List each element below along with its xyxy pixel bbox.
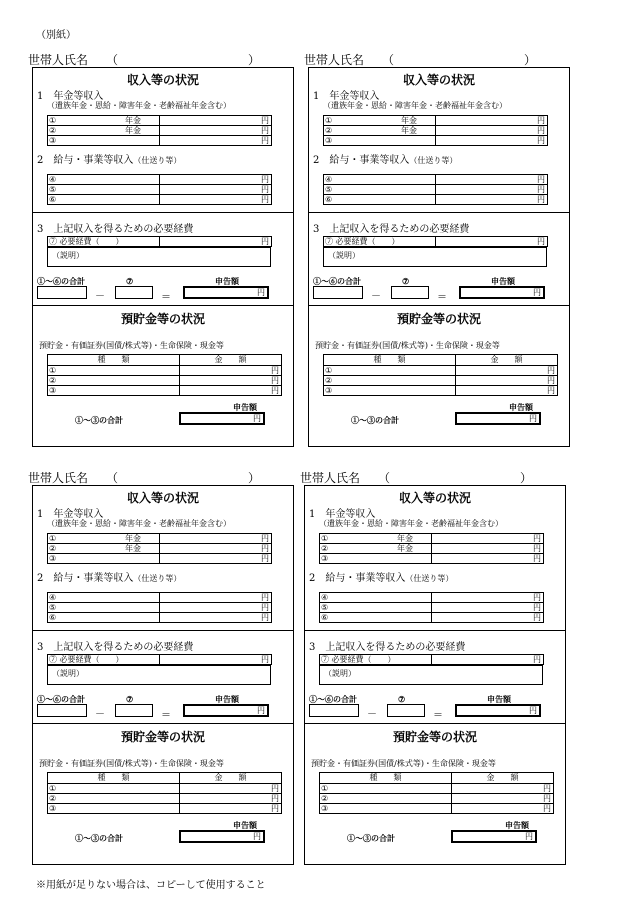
declared-label: 申告額 (505, 820, 529, 830)
savings-amount-cell[interactable]: 円 (456, 366, 558, 376)
divider (305, 630, 565, 631)
pension-amount-cell[interactable]: 円 (160, 534, 272, 544)
form-frame (304, 485, 566, 865)
salary-table (47, 174, 272, 205)
savings-amount-cell[interactable]: 円 (180, 784, 282, 794)
pension-heading: 1 年金等収入 (37, 91, 104, 102)
savings-amount-cell[interactable]: 円 (452, 794, 554, 804)
expense-7-input[interactable] (115, 704, 153, 717)
table-row: ② 円 (324, 376, 558, 386)
pension-amount-cell[interactable]: 円 (432, 544, 544, 554)
divider (33, 212, 293, 213)
attachment-note: （別紙） (36, 30, 76, 41)
pension-amount-cell[interactable]: 円 (160, 544, 272, 554)
salary-amount-cell[interactable]: 円 (160, 593, 272, 603)
table-row: ④ 円 (48, 175, 272, 185)
salary-amount-cell[interactable]: 円 (436, 195, 548, 205)
pension-amount-cell[interactable]: 円 (436, 136, 548, 146)
column-header: 金 額 (456, 355, 558, 366)
pension-table (47, 115, 272, 146)
form-frame (32, 485, 294, 865)
table-row: ① 年金 円 (320, 534, 544, 544)
pension-table (323, 115, 548, 146)
minus-sign: － (95, 291, 105, 302)
pension-amount-cell[interactable]: 円 (432, 554, 544, 564)
salary-heading: 2 給与・事業等収入（仕送り等） (309, 573, 454, 584)
form-frame (308, 67, 570, 447)
table-row: ② 年金 円 (324, 126, 548, 136)
sum-1-3-label: ①～③の合計 (75, 833, 123, 843)
pension-amount-cell[interactable]: 円 (160, 554, 272, 564)
table-row: ② 年金 円 (320, 544, 544, 554)
declared-income-input[interactable]: 円 (183, 704, 269, 717)
declared-savings-input[interactable]: 円 (179, 412, 265, 425)
declared-savings-input[interactable]: 円 (179, 830, 265, 843)
salary-amount-cell[interactable]: 円 (160, 195, 272, 205)
table-row: ① 年金 円 (48, 534, 272, 544)
expense-heading: 3 上記収入を得るための必要経費 (37, 642, 194, 653)
divider (33, 305, 293, 306)
column-header: 種 類 (48, 355, 180, 366)
table-row: ⑤ 円 (48, 185, 272, 195)
savings-description: 預貯金・有価証券(国債/株式等)・生命保険・現金等 (39, 759, 224, 768)
table-row: ① 円 (320, 784, 554, 794)
salary-table (47, 592, 272, 623)
table-row: ② 円 (48, 376, 282, 386)
equals-sign: ＝ (161, 710, 171, 721)
salary-amount-cell[interactable]: 円 (432, 603, 544, 613)
table-row: ④ 円 (48, 593, 272, 603)
declared-label: 申告額 (215, 694, 239, 704)
table-row: ② 円 (48, 794, 282, 804)
table-header-row (320, 773, 554, 784)
table-row: ③ 円 (48, 804, 282, 814)
equals-sign: ＝ (433, 710, 443, 721)
savings-title: 預貯金等の状況 (396, 312, 481, 326)
sum-1-6-input[interactable] (309, 704, 359, 717)
savings-table (319, 772, 554, 814)
salary-heading: 2 給与・事業等収入（仕送り等） (37, 155, 182, 166)
divider (33, 723, 293, 724)
pension-heading: 1 年金等収入 (37, 509, 104, 520)
column-header: 種 類 (324, 355, 456, 366)
expense-heading: 3 上記収入を得るための必要経費 (309, 642, 466, 653)
declared-income-input[interactable]: 円 (455, 704, 541, 717)
mark-7-label: ⑦ (126, 276, 134, 286)
expense-heading: 3 上記収入を得るための必要経費 (37, 224, 194, 235)
table-header-row (48, 773, 282, 784)
salary-amount-cell[interactable]: 円 (160, 613, 272, 623)
declared-savings-input[interactable]: 円 (451, 830, 537, 843)
explanation-box[interactable]: （説明） (323, 247, 547, 267)
salary-amount-cell[interactable]: 円 (436, 175, 548, 185)
minus-sign: － (95, 709, 105, 720)
household-head-label: 世帯人氏名 （ ） (304, 53, 536, 67)
table-row: ② 円 (320, 794, 554, 804)
table-row: ③ 円 (48, 136, 272, 146)
expense-table (47, 654, 272, 665)
expense-amount-cell[interactable]: 円 (160, 237, 272, 247)
explanation-box[interactable]: （説明） (47, 665, 271, 685)
sum-1-6-input[interactable] (37, 286, 87, 299)
table-row: ③ 円 (320, 554, 544, 564)
pension-amount-cell[interactable]: 円 (436, 126, 548, 136)
pension-note: （遺族年金・恩給・障害年金・老齢福祉年金含む） (47, 101, 231, 110)
column-header: 種 類 (48, 773, 180, 784)
savings-amount-cell[interactable]: 円 (456, 376, 558, 386)
table-row: ⑦ 必要経費（ ） 円 (48, 237, 272, 247)
household-head-label: 世帯人氏名 （ ） (28, 471, 260, 485)
sum-1-6-label: ①～⑥の合計 (309, 694, 357, 704)
sum-1-6-input[interactable] (37, 704, 87, 717)
explanation-box[interactable]: （説明） (319, 665, 543, 685)
pension-amount-cell[interactable]: 円 (436, 116, 548, 126)
salary-amount-cell[interactable]: 円 (160, 603, 272, 613)
pension-amount-cell[interactable]: 円 (160, 116, 272, 126)
salary-amount-cell[interactable]: 円 (432, 593, 544, 603)
table-header-row (48, 355, 282, 366)
sum-1-3-label: ①～③の合計 (347, 833, 395, 843)
income-title: 収入等の状況 (398, 491, 471, 505)
pension-amount-cell[interactable]: 円 (160, 136, 272, 146)
column-header: 金 額 (452, 773, 554, 784)
table-row: ③ 円 (320, 804, 554, 814)
savings-amount-cell[interactable]: 円 (180, 366, 282, 376)
pension-table (47, 533, 272, 564)
savings-description: 預貯金・有価証券(国債/株式等)・生命保険・現金等 (39, 341, 224, 350)
household-head-label: 世帯人氏名 （ ） (28, 53, 260, 67)
savings-table (47, 772, 282, 814)
savings-amount-cell[interactable]: 円 (180, 386, 282, 396)
table-row: ⑦ 必要経費（ ） 円 (48, 655, 272, 665)
declared-savings-input[interactable]: 円 (455, 412, 541, 425)
declaration-form-bottom-right (300, 470, 566, 865)
declared-income-input[interactable]: 円 (183, 286, 269, 299)
expense-amount-cell[interactable]: 円 (432, 655, 544, 665)
divider (305, 723, 565, 724)
declared-label: 申告額 (509, 402, 533, 412)
sum-1-6-input[interactable] (313, 286, 363, 299)
expense-heading: 3 上記収入を得るための必要経費 (313, 224, 470, 235)
pension-note: （遺族年金・恩給・障害年金・老齢福祉年金含む） (323, 101, 507, 110)
equals-sign: ＝ (161, 292, 171, 303)
table-row: ① 円 (324, 366, 558, 376)
table-row: ③ 円 (48, 554, 272, 564)
minus-sign: － (367, 709, 377, 720)
pension-note: （遺族年金・恩給・障害年金・老齢福祉年金含む） (47, 519, 231, 528)
savings-amount-cell[interactable]: 円 (452, 804, 554, 814)
divider (309, 305, 569, 306)
household-head-label: 世帯人氏名 （ ） (300, 471, 532, 485)
table-row: ④ 円 (320, 593, 544, 603)
table-row: ⑥ 円 (48, 195, 272, 205)
sum-1-6-label: ①～⑥の合計 (37, 694, 85, 704)
salary-table (323, 174, 548, 205)
savings-title: 預貯金等の状況 (120, 730, 205, 744)
expense-amount-cell[interactable]: 円 (160, 655, 272, 665)
income-title: 収入等の状況 (402, 73, 475, 87)
mark-7-label: ⑦ (126, 694, 134, 704)
savings-table (47, 354, 282, 396)
savings-title: 預貯金等の状況 (120, 312, 205, 326)
salary-heading: 2 給与・事業等収入（仕送り等） (313, 155, 458, 166)
declared-label: 申告額 (491, 276, 515, 286)
divider (309, 212, 569, 213)
table-row: ⑥ 円 (324, 195, 548, 205)
pension-amount-cell[interactable]: 円 (160, 126, 272, 136)
pension-note: （遺族年金・恩給・障害年金・老齢福祉年金含む） (319, 519, 503, 528)
expense-7-input[interactable] (115, 286, 153, 299)
footnote: ※用紙が足りない場合は、コピーして使用すること (36, 880, 266, 891)
sum-1-3-label: ①～③の合計 (75, 415, 123, 425)
table-row: ⑤ 円 (324, 185, 548, 195)
savings-amount-cell[interactable]: 円 (180, 804, 282, 814)
expense-table (323, 236, 548, 247)
table-row: ③ 円 (48, 386, 282, 396)
pension-heading: 1 年金等収入 (313, 91, 380, 102)
minus-sign: － (371, 291, 381, 302)
table-row: ③ 円 (324, 386, 558, 396)
table-row: ⑤ 円 (320, 603, 544, 613)
salary-heading: 2 給与・事業等収入（仕送り等） (37, 573, 182, 584)
salary-amount-cell[interactable]: 円 (160, 175, 272, 185)
savings-title: 預貯金等の状況 (392, 730, 477, 744)
salary-amount-cell[interactable]: 円 (432, 613, 544, 623)
sum-1-6-label: ①～⑥の合計 (313, 276, 361, 286)
mark-7-label: ⑦ (398, 694, 406, 704)
table-row: ③ 円 (324, 136, 548, 146)
salary-amount-cell[interactable]: 円 (436, 185, 548, 195)
savings-table (323, 354, 558, 396)
savings-description: 預貯金・有価証券(国債/株式等)・生命保険・現金等 (315, 341, 500, 350)
expense-table (319, 654, 544, 665)
table-row: ① 円 (48, 366, 282, 376)
declaration-form-top-left (28, 52, 294, 447)
explanation-box[interactable]: （説明） (47, 247, 271, 267)
expense-table (47, 236, 272, 247)
equals-sign: ＝ (437, 292, 447, 303)
expense-7-input[interactable] (391, 286, 429, 299)
table-row: ① 年金 円 (48, 116, 272, 126)
pension-table (319, 533, 544, 564)
savings-amount-cell[interactable]: 円 (180, 376, 282, 386)
table-row: ② 年金 円 (48, 126, 272, 136)
declaration-form-bottom-left (28, 470, 294, 865)
mark-7-label: ⑦ (402, 276, 410, 286)
declared-label: 申告額 (215, 276, 239, 286)
declared-income-input[interactable]: 円 (459, 286, 545, 299)
column-header: 金 額 (180, 355, 282, 366)
table-row: ⑥ 円 (320, 613, 544, 623)
pension-heading: 1 年金等収入 (309, 509, 376, 520)
table-row: ⑦ 必要経費（ ） 円 (320, 655, 544, 665)
table-row: ② 年金 円 (48, 544, 272, 554)
table-row: ⑤ 円 (48, 603, 272, 613)
declared-label: 申告額 (233, 402, 257, 412)
savings-description: 預貯金・有価証券(国債/株式等)・生命保険・現金等 (311, 759, 496, 768)
table-row: ① 年金 円 (324, 116, 548, 126)
column-header: 金 額 (180, 773, 282, 784)
pension-amount-cell[interactable]: 円 (432, 534, 544, 544)
salary-amount-cell[interactable]: 円 (160, 185, 272, 195)
savings-amount-cell[interactable]: 円 (180, 794, 282, 804)
table-row: ④ 円 (324, 175, 548, 185)
income-title: 収入等の状況 (126, 491, 199, 505)
expense-7-input[interactable] (387, 704, 425, 717)
form-frame (32, 67, 294, 447)
savings-amount-cell[interactable]: 円 (456, 386, 558, 396)
declared-label: 申告額 (487, 694, 511, 704)
salary-table (319, 592, 544, 623)
table-header-row (324, 355, 558, 366)
divider (33, 630, 293, 631)
savings-amount-cell[interactable]: 円 (452, 784, 554, 794)
table-row: ⑦ 必要経費（ ） 円 (324, 237, 548, 247)
sum-1-6-label: ①～⑥の合計 (37, 276, 85, 286)
table-row: ① 円 (48, 784, 282, 794)
declaration-form-top-right (304, 52, 570, 447)
expense-amount-cell[interactable]: 円 (436, 237, 548, 247)
column-header: 種 類 (320, 773, 452, 784)
table-row: ⑥ 円 (48, 613, 272, 623)
declared-label: 申告額 (233, 820, 257, 830)
income-title: 収入等の状況 (126, 73, 199, 87)
sum-1-3-label: ①～③の合計 (351, 415, 399, 425)
